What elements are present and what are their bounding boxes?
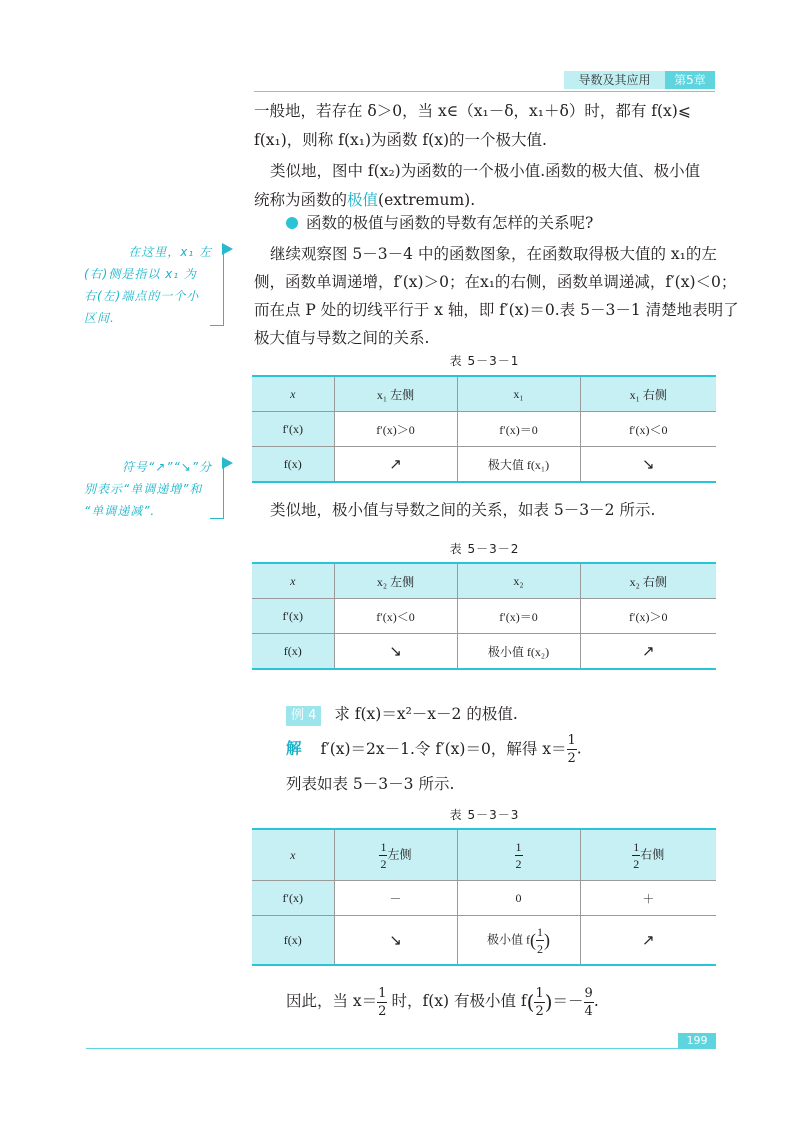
para-3-line-4: 极大值与导数之间的关系. (254, 329, 430, 347)
solution-text: f′(x)＝2x－1.令 f′(x)＝0，解得 x＝ (320, 739, 567, 758)
para-1-line-2: f(x₁)，则称 f(x₁)为函数 f(x)的一个极大值. (254, 131, 547, 149)
fraction-den: 2 (380, 856, 387, 871)
table-cell (580, 829, 716, 881)
table-1 (252, 375, 716, 483)
cell-text: 左侧 (387, 846, 412, 861)
cell-text: 右侧 (640, 846, 665, 861)
footer-rule (86, 1048, 716, 1049)
para-3-line-3: 而在点 P 处的切线平行于 x 轴，即 f′(x)＝0.表 5－3－1 清楚地表明了 (254, 301, 739, 319)
table-cell: x₂ 左侧 (334, 563, 457, 599)
fraction-num: 9 (584, 985, 593, 1001)
table-2-caption: 表 5－3－2 (449, 542, 520, 556)
table-cell: f(x) (252, 447, 334, 483)
fraction-half (536, 926, 544, 955)
fraction-num: 1 (633, 839, 640, 854)
side-note-1-line: 区间. (84, 311, 115, 325)
table-row (252, 447, 716, 483)
fraction-den: 2 (515, 856, 522, 871)
header-chapter-badge: 第5章 (665, 71, 715, 89)
side-note-2-bracket (210, 463, 224, 519)
fraction-half (534, 987, 544, 1018)
fraction-den: 2 (378, 1003, 387, 1019)
table-cell: ＋ (580, 881, 716, 916)
question-line (286, 209, 751, 238)
list-line: 列表如表 5－3－3 所示. (286, 775, 455, 793)
para-2-suffix: (extremum). (378, 191, 476, 209)
table-cell: x (252, 563, 334, 599)
header-rule (254, 91, 715, 92)
conclusion-line: 因此，当 x＝ $\frac{1}{2}$ 时，f(x) 有极小值 f( $\frac{1}{2}$ )＝－ $\frac{9}{4}$ . (286, 985, 599, 1019)
table-cell: 极大值 f(x₁) (457, 447, 580, 483)
fraction-den: 2 (537, 941, 543, 956)
table-cell: f′(x)＝0 (457, 599, 580, 634)
table-cell: x₂ 右侧 (580, 563, 716, 599)
fraction-num: 1 (535, 985, 544, 1001)
side-note-2-line: 符号“↗”“↘”分 (122, 460, 212, 474)
table-row (252, 599, 716, 634)
triangle-marker-icon (222, 457, 233, 469)
table-row (252, 376, 716, 412)
example-problem: 求 f(x)＝x²－x－2 的极值. (334, 705, 518, 723)
table-cell: 0 (457, 881, 580, 916)
table-cell (334, 829, 457, 881)
table-3 (252, 828, 716, 966)
page-number: 199 (678, 1033, 716, 1048)
fraction-den: 2 (535, 1003, 544, 1019)
table-cell: x₂ (457, 563, 580, 599)
table-cell: － (334, 881, 457, 916)
triangle-marker-icon (222, 243, 233, 255)
side-note-2-line: 别表示“单调递增”和 (84, 482, 203, 496)
fraction-half (377, 987, 387, 1018)
para-2-line-1: 类似地，图中 f(x₂)为函数的一个极小值.函数的极大值、极小值 (270, 162, 701, 180)
term-extremum: 极值 (347, 191, 379, 209)
table-cell: x (252, 829, 334, 881)
table-cell: f′(x)＜0 (334, 599, 457, 634)
fraction-den: 2 (567, 751, 576, 766)
para-4: 类似地，极小值与导数之间的关系，如表 5－3－2 所示. (270, 501, 656, 519)
side-note-2 (84, 456, 212, 522)
arrow-down-right-icon: ↘ (334, 634, 457, 670)
solution-label: 解 (286, 739, 302, 758)
table-row (252, 563, 716, 599)
fraction-num: 1 (567, 733, 576, 748)
fraction-nine-four (584, 987, 594, 1018)
table-cell: f′(x) (252, 412, 334, 447)
table-2 (252, 562, 716, 670)
para-2-prefix: 统称为函数的 (254, 191, 348, 209)
table-1-caption: 表 5－3－1 (449, 354, 520, 368)
table-row (252, 881, 716, 916)
side-note-1-line: 右(左)端点的一个小 (84, 289, 200, 303)
conclusion-a: 因此，当 x＝ (286, 992, 378, 1010)
fraction-num: 1 (515, 839, 522, 854)
para-1-line-1: 一般地，若存在 δ＞0，当 x∈（x₁－δ，x₁＋δ）时，都有 f(x)⩽ (254, 102, 691, 120)
question-text: 函数的极值与函数的导数有怎样的关系呢? (306, 214, 594, 232)
side-note-1-bracket (210, 249, 224, 326)
side-note-2-line: “单调递减”. (84, 504, 156, 518)
conclusion-b: 时，f(x) 有极小值 f (391, 992, 527, 1010)
fraction-num: 1 (380, 839, 387, 854)
fraction-den: 4 (584, 1003, 593, 1019)
table-cell: 极小值 f(x₂) (457, 634, 580, 670)
para-3-line-1: 继续观察图 5－3－4 中的函数图象，在函数取得极大值的 x₁的左 (270, 245, 717, 263)
table-cell: f′(x) (252, 599, 334, 634)
table-cell: x₁ 左侧 (334, 376, 457, 412)
table-cell: f′(x)＜0 (580, 412, 716, 447)
table-cell: f′(x)＞0 (334, 412, 457, 447)
table-row (252, 412, 716, 447)
example-4-line (286, 700, 751, 729)
fraction-num: 1 (537, 924, 543, 939)
cell-text: 极小值 f (487, 931, 530, 946)
table-3-caption: 表 5－3－3 (449, 808, 520, 822)
table-cell: f′(x)＝0 (457, 412, 580, 447)
arrow-up-right-icon: ↗ (580, 916, 716, 966)
fraction-half (515, 841, 523, 870)
table-cell: x (252, 376, 334, 412)
side-note-1-line: 在这里，x₁ 左 (128, 245, 212, 259)
bullet-dot-icon (286, 217, 298, 229)
table-cell (457, 829, 580, 881)
table-cell: 极小值 f( $\frac{1}{2}$ ) (457, 916, 580, 966)
header-section-title: 导数及其应用 (564, 71, 665, 89)
table-row (252, 916, 716, 966)
conclusion-c: ＝－ (552, 992, 584, 1010)
arrow-down-right-icon: ↘ (580, 447, 716, 483)
example-badge: 例 4 (286, 706, 321, 726)
fraction-half (567, 734, 577, 765)
arrow-up-right-icon: ↗ (334, 447, 457, 483)
fraction-num: 1 (378, 985, 387, 1001)
fraction-den: 2 (633, 856, 640, 871)
arrow-down-right-icon: ↘ (334, 916, 457, 966)
table-cell: f(x) (252, 634, 334, 670)
table-row (252, 634, 716, 670)
table-cell: f′(x) (252, 881, 334, 916)
side-note-1 (84, 241, 212, 329)
table-cell: x₁ (457, 376, 580, 412)
table-cell: f′(x)＞0 (580, 599, 716, 634)
table-row (252, 829, 716, 881)
solution-line: 解 f′(x)＝2x－1.令 f′(x)＝0，解得 x＝ $\frac{1}{2}$ . (286, 733, 582, 766)
side-note-1-line: (右)侧是指以 x₁ 为 (84, 267, 197, 281)
arrow-up-right-icon: ↗ (580, 634, 716, 670)
table-cell: x₁ 右侧 (580, 376, 716, 412)
table-cell: f(x) (252, 916, 334, 966)
para-3-line-2: 侧，函数单调递增，f′(x)＞0；在x₁的右侧，函数单调递减，f′(x)＜0； (254, 273, 737, 291)
